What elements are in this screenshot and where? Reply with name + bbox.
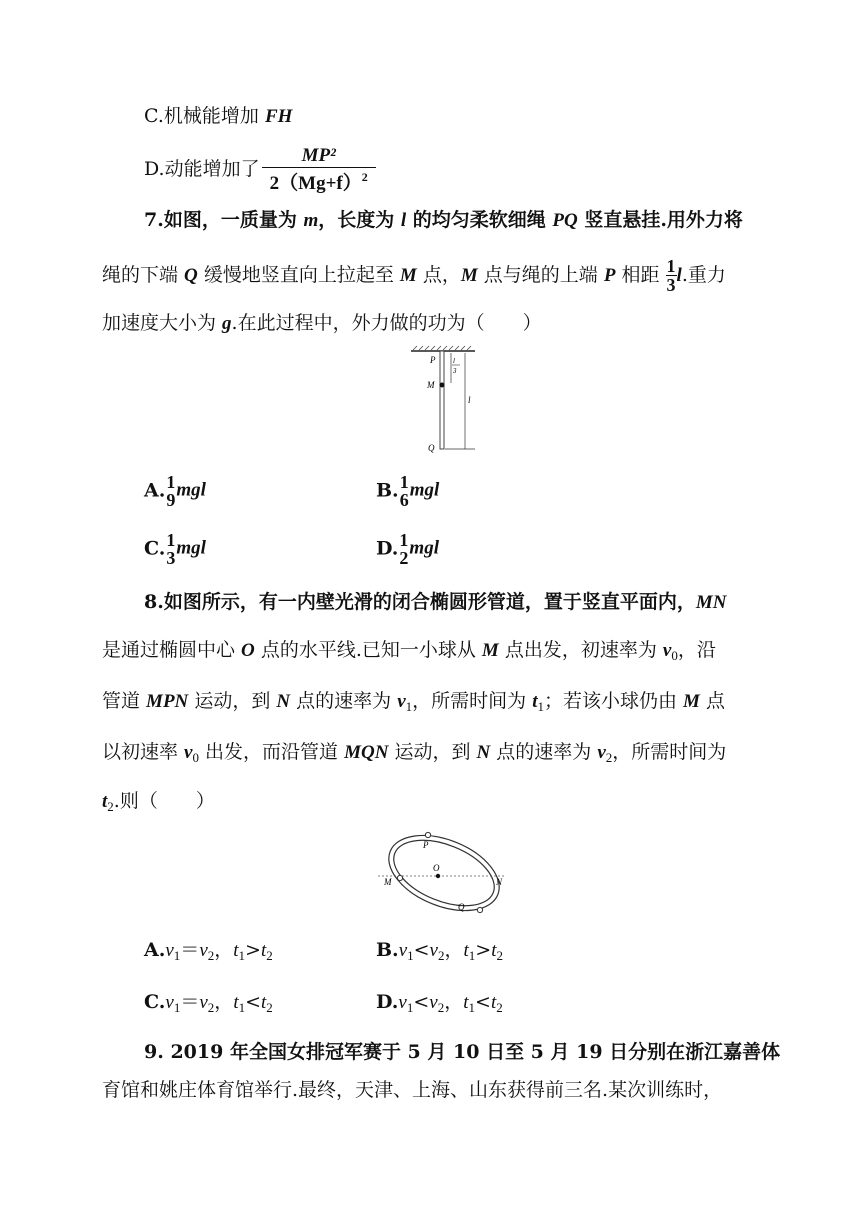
rope xyxy=(440,351,444,449)
q8-line-1 xyxy=(144,593,726,612)
q8-var: N xyxy=(276,691,291,712)
q6-option-d-numerator: MP² xyxy=(262,146,376,168)
q8-var: t xyxy=(102,791,108,812)
q8-text: ，沿 xyxy=(677,639,716,661)
fraction-denominator: 9 xyxy=(166,490,176,510)
q8-var: N xyxy=(476,742,491,763)
fraction-numerator: 1 xyxy=(399,530,409,550)
fraction-denominator: 3 xyxy=(166,548,176,568)
q7-option-b xyxy=(376,473,439,509)
q8-option-b: $B.v_1<v_2$，$t_1>t_2$ xyxy=(376,939,503,963)
q8-line-5 xyxy=(102,792,215,813)
q8-text: 点 xyxy=(699,690,725,712)
label-l: l xyxy=(468,395,471,405)
q7-text: 竖直悬挂.用外力将 xyxy=(577,209,743,231)
fraction-denominator: 2 xyxy=(399,548,409,568)
option-letter: B. xyxy=(376,939,399,961)
q8-option-d: $D.v_1<v_2$，$t_1<t_2$ xyxy=(376,991,503,1015)
q8-var: v xyxy=(184,742,193,763)
q9-line-1: 9. 2019 年全国女排冠军赛于 5 月 10 日至 5 月 19 日分别在浙江嘉善体 xyxy=(144,1041,781,1063)
q8-subscript: 0 xyxy=(192,750,199,765)
q8-ellipse-figure xyxy=(378,826,514,918)
label-o: O xyxy=(433,863,440,873)
q8-text: 是通过椭圆中心 xyxy=(102,639,242,661)
option-expr: mgl xyxy=(409,479,440,501)
q6-option-d-denominator: 2（Mg+f） xyxy=(269,173,362,194)
q7-text: 绳的下端 xyxy=(102,263,185,286)
q7-option-a xyxy=(144,473,206,509)
q6-option-d-label: D.动能增加了 xyxy=(144,158,260,181)
q8-line-2 xyxy=(102,641,716,662)
fraction-denominator: 3 xyxy=(666,275,676,295)
option-letter: C. xyxy=(144,537,166,560)
q7-option-d xyxy=(376,531,439,567)
q7-var-p: P xyxy=(603,264,616,286)
point-m-ball xyxy=(397,875,402,880)
label-third-denominator: 3 xyxy=(453,367,457,375)
q8-var: M xyxy=(481,640,499,661)
q8-line-3 xyxy=(102,692,725,713)
ceiling-hatching xyxy=(413,346,471,350)
q7-text: 7.如图，一质量为 xyxy=(144,209,304,231)
label-p: P xyxy=(430,355,436,365)
q7-var-l: l xyxy=(400,210,407,231)
q8-var: v xyxy=(597,742,606,763)
q8-text: ，所需时间为 xyxy=(612,741,727,763)
center-o-dot xyxy=(436,874,440,878)
q7-var-l: l xyxy=(676,264,682,286)
q8-subscript: 2 xyxy=(107,799,114,814)
q8-text: 点的水平线.已知一小球从 xyxy=(254,639,482,661)
q7-text: 点， xyxy=(416,263,461,286)
q7-fraction-one-third xyxy=(666,257,677,294)
q7-text: 加速度大小为 xyxy=(102,312,223,334)
fraction-numerator: 1 xyxy=(166,472,176,492)
label-third-numerator: l xyxy=(453,357,455,365)
fraction-numerator: 1 xyxy=(166,530,176,550)
label-n: N xyxy=(496,877,503,887)
label-q: Q xyxy=(458,902,465,912)
option-letter: D. xyxy=(376,991,399,1013)
q8-var: O xyxy=(241,640,255,661)
q8-var: v xyxy=(397,691,406,712)
q6-option-c xyxy=(144,107,292,126)
q8-var: MPN xyxy=(146,691,189,712)
fraction-numerator: 1 xyxy=(399,472,409,492)
q8-text: 点的速率为 xyxy=(290,690,398,712)
option-letter: D. xyxy=(376,537,399,560)
option-expr: mgl xyxy=(176,479,206,501)
point-m-dot xyxy=(440,383,445,388)
q8-text: .则（ ） xyxy=(113,790,215,812)
option-letter: C. xyxy=(144,991,166,1013)
q8-var: MN xyxy=(695,592,727,613)
q7-var-pq: PQ xyxy=(552,210,578,231)
q7-text: 相距 xyxy=(615,263,666,286)
point-p-ball xyxy=(425,832,430,837)
q8-option-a: $A.v_1=v_2$，$t_1>t_2$ xyxy=(144,939,273,963)
q6-option-c-expr: FH xyxy=(264,106,293,127)
q8-text: 运动，到 xyxy=(188,690,277,712)
q6-option-d-exponent: 2 xyxy=(361,170,368,184)
q8-var: MQN xyxy=(344,742,389,763)
q8-option-c: $C.v_1=v_2$，$t_1<t_2$ xyxy=(144,991,273,1015)
label-m: M xyxy=(427,380,435,390)
label-q: Q xyxy=(428,443,435,453)
q6-option-d xyxy=(144,146,376,193)
q8-subscript: 1 xyxy=(405,699,413,714)
q7-var-m: M xyxy=(399,264,417,286)
q8-subscript: 2 xyxy=(605,750,613,765)
option-letter: B. xyxy=(376,479,399,502)
q7-var-g: g xyxy=(222,313,232,334)
ellipse-tube xyxy=(378,826,510,918)
q7-text: ，长度为 xyxy=(318,209,401,231)
q7-var-q: Q xyxy=(184,264,198,286)
q8-var: t xyxy=(532,691,538,712)
q7-option-c xyxy=(144,531,206,567)
option-expr: mgl xyxy=(409,537,439,559)
q8-text: 管道 xyxy=(102,690,147,712)
point-q-ball xyxy=(477,907,482,912)
q7-text: 缓慢地竖直向上拉起至 xyxy=(197,263,400,286)
label-m: M xyxy=(384,877,392,887)
q7-text: .重力 xyxy=(681,263,726,286)
q7-line-3 xyxy=(102,314,542,333)
fraction-numerator: 1 xyxy=(666,256,676,276)
q8-var: v xyxy=(662,640,672,661)
label-p: P xyxy=(423,840,429,850)
q8-text: ；若该小球仍由 xyxy=(543,690,684,712)
q8-line-4 xyxy=(102,743,726,764)
q7-text: 的均匀柔软细绳 xyxy=(406,209,553,231)
q8-text: ，所需时间为 xyxy=(412,690,533,712)
q8-text: 出发，而沿管道 xyxy=(198,741,345,763)
q8-var: M xyxy=(683,691,700,712)
q8-text: 以初速率 xyxy=(102,741,185,763)
q8-text: 运动，到 xyxy=(388,741,477,763)
q7-var-m: M xyxy=(460,264,478,286)
q6-option-c-label: C.机械能增加 xyxy=(144,105,265,127)
q9-line-2: 育馆和姚庄体育馆举行.最终，天津、上海、山东获得前三名.某次训练时， xyxy=(102,1079,723,1101)
q7-rope-figure xyxy=(405,345,480,455)
option-letter: A. xyxy=(144,479,166,502)
q8-subscript: 1 xyxy=(537,699,544,714)
option-letter: A. xyxy=(144,939,166,961)
option-expr: mgl xyxy=(176,537,206,559)
q7-line-1 xyxy=(144,211,743,230)
q8-text: 8.如图所示，有一内壁光滑的闭合椭圆形管道，置于竖直平面内， xyxy=(144,591,696,613)
q7-var-m: m xyxy=(303,210,319,231)
fraction-denominator: 6 xyxy=(399,490,409,510)
q8-text: 点的速率为 xyxy=(490,741,598,763)
q7-line-2 xyxy=(102,257,726,294)
q7-text: .在此过程中，外力做的功为（ ） xyxy=(231,312,542,334)
q6-option-d-fraction xyxy=(262,146,376,193)
q8-text: 点出发，初速率为 xyxy=(498,639,663,661)
q7-text: 点与绳的上端 xyxy=(477,263,604,286)
q8-subscript: 0 xyxy=(671,648,678,663)
